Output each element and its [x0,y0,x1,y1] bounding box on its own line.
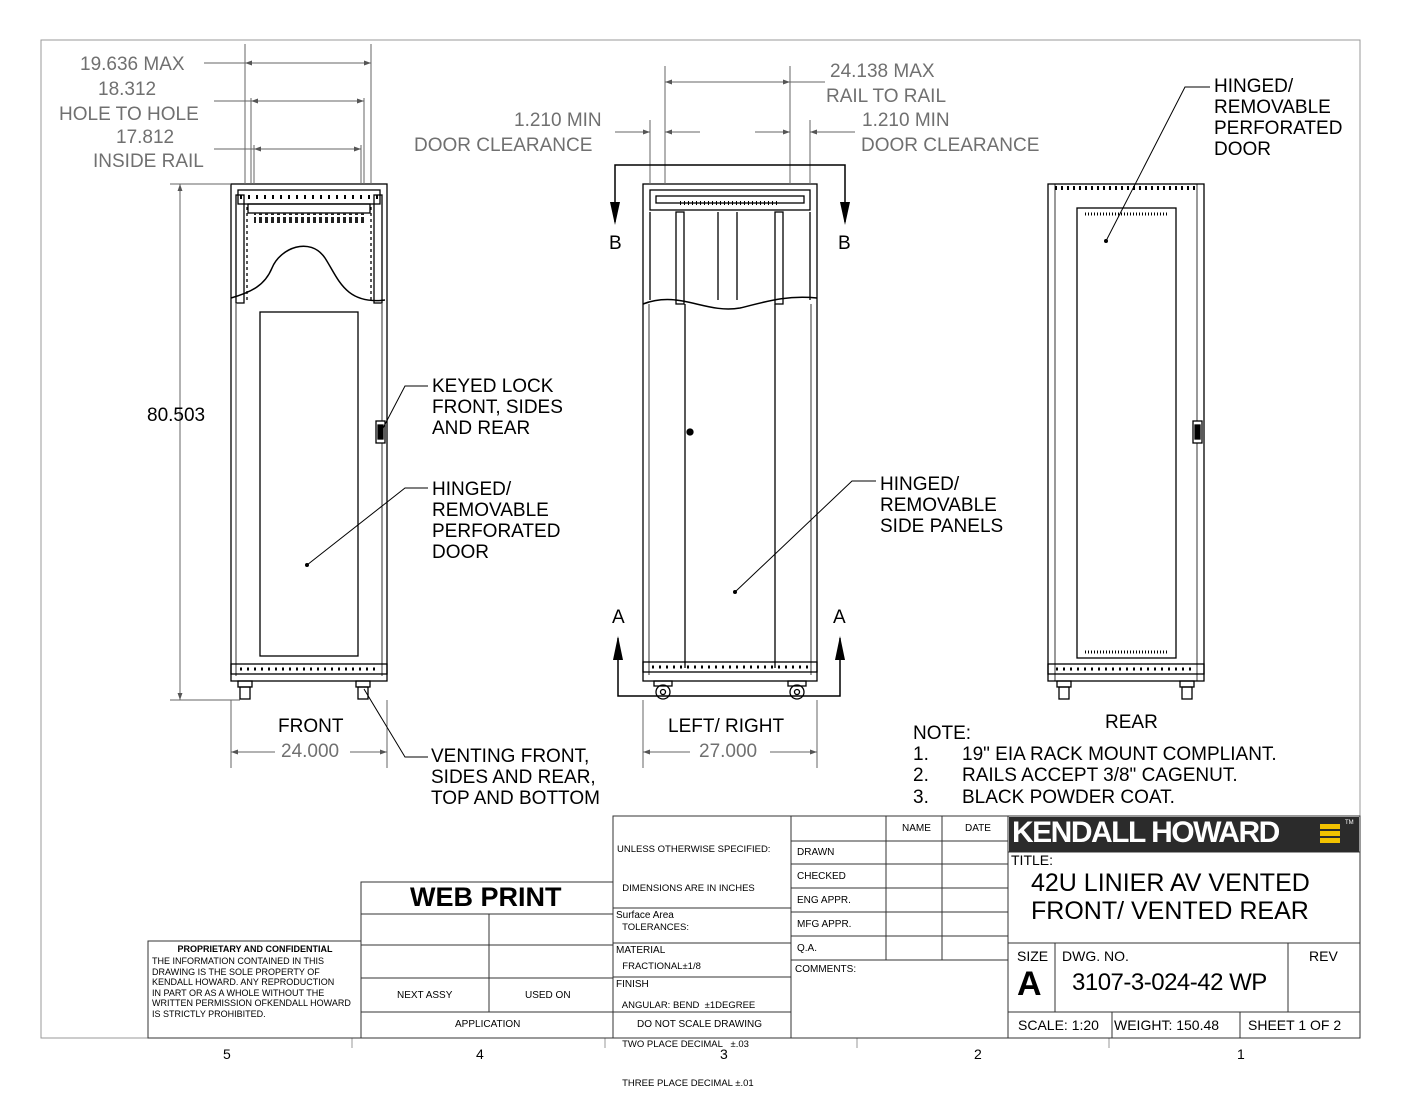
used-on-label: USED ON [525,990,571,1001]
note-3-number: 3. [913,787,929,808]
logo-mark [1320,824,1340,843]
side-panels-line-2: REMOVABLE [880,495,997,516]
front-door-leader-dot [305,563,309,567]
dwg-no-value: 3107-3-024-42 WP [1072,969,1267,996]
side-dimension-lines [615,66,855,768]
note-1-number: 1. [913,744,929,765]
front-door-callout [432,479,560,563]
rear-leader-lines [1106,87,1210,241]
door-clearance-right-label: DOOR CLEARANCE [861,135,1040,156]
web-print-label: WEB PRINT [410,882,562,912]
rear-door-line-4: DOOR [1214,139,1271,160]
date-column-header: DATE [965,823,991,834]
proprietary-line-5: WRITTEN PERMISSION OFKENDALL HOWARD [152,998,351,1008]
note-2-number: 2. [913,765,929,786]
company-logo-text: KENDALL HOWARD [1012,816,1279,849]
tolerance-line-3: TOLERANCES: [617,922,689,933]
note-3-text: BLACK POWDER COAT. [962,787,1175,808]
zone-3: 3 [720,1046,728,1062]
front-view-label: FRONT [278,716,344,737]
finish-label: FINISH [616,979,649,990]
tolerance-line-5: ANGULAR: BEND ±1DEGREE [617,1000,756,1011]
tolerance-line-2: DIMENSIONS ARE IN INCHES [617,883,755,894]
section-a-left-label: A [612,607,625,628]
rear-view-cabinet [1048,184,1204,699]
rail-to-rail-value: 24.138 MAX [830,61,935,82]
tolerance-line-1: UNLESS OTHERWISE SPECIFIED: [617,844,771,855]
title-line-1: 42U LINIER AV VENTED [1031,869,1310,897]
max-width-dimension: 19.636 MAX [80,54,185,75]
side-panel-leader-dot [733,590,737,594]
door-clearance-left-label: DOOR CLEARANCE [414,135,593,156]
rear-door-line-1: HINGED/ [1214,76,1294,97]
side-view-cabinet [643,184,817,699]
front-door-line-3: PERFORATED [432,521,561,542]
comments-label: COMMENTS: [795,964,857,975]
venting-callout [431,746,600,809]
surface-area-label: Surface Area [616,910,674,921]
rear-door-leader-dot [1104,239,1108,243]
size-label: SIZE [1017,948,1049,964]
side-panels-callout [880,474,1003,537]
title-label: TITLE: [1011,852,1054,868]
venting-line-2: SIDES AND REAR, [431,767,596,788]
proprietary-heading: PROPRIETARY AND CONFIDENTIAL [177,944,333,954]
venting-line-3: TOP AND BOTTOM [431,788,600,809]
section-b-arrows [610,202,850,225]
hole-to-hole-value: 18.312 [98,79,157,100]
rear-door-line-3: PERFORATED [1214,118,1343,139]
front-view-cabinet [231,184,387,699]
door-clearance-left-value: 1.210 MIN [514,110,602,131]
rev-label: REV [1309,948,1338,964]
checked-label: CHECKED [797,871,846,882]
section-b-left-label: B [609,233,622,254]
zone-4: 4 [476,1046,484,1062]
sheet-label: SHEET 1 OF 2 [1248,1017,1342,1033]
side-view-label: LEFT/ RIGHT [668,716,785,737]
mfg-appr-label: MFG APPR. [797,919,852,930]
door-clearance-right-value: 1.210 MIN [862,110,950,131]
material-label: MATERIAL [616,945,666,956]
rail-to-rail-label: RAIL TO RAIL [826,86,947,107]
notes-heading: NOTE: [913,723,972,744]
proprietary-text [152,956,351,1019]
section-a-arrows [613,636,845,660]
note-2-text: RAILS ACCEPT 3/8" CAGENUT. [962,765,1238,786]
section-a-right-label: A [833,607,846,628]
height-dimension: 80.503 [147,405,206,426]
proprietary-line-6: IS STRICTLY PROHIBITED. [152,1008,266,1019]
front-door-line-4: DOOR [432,542,489,563]
inside-rail-value: 17.812 [116,127,175,148]
keyed-lock-line-1: KEYED LOCK [432,376,554,397]
keyed-lock-callout [432,376,563,439]
eng-appr-label: ENG APPR. [797,895,851,906]
proprietary-line-1: THE INFORMATION CONTAINED IN THIS [152,956,325,966]
keyed-lock-line-2: FRONT, SIDES [432,397,563,418]
side-panels-line-3: SIDE PANELS [880,516,1004,537]
section-b-right-label: B [838,233,851,254]
front-door-line-2: REMOVABLE [432,500,549,521]
zone-2: 2 [974,1046,982,1062]
do-not-scale-label: DO NOT SCALE DRAWING [637,1019,763,1030]
side-leader-lines [735,481,876,592]
venting-line-1: VENTING FRONT, [431,746,590,767]
tolerance-line-7: THREE PLACE DECIMAL ±.01 [617,1078,754,1089]
front-leader-lines [307,386,428,757]
zone-1: 1 [1237,1046,1245,1062]
side-panels-line-1: HINGED/ [880,474,960,495]
size-value: A [1017,965,1042,1003]
proprietary-line-2: DRAWING IS THE SOLE PROPERTY OF [152,966,320,977]
front-width-dimension: 24.000 [281,741,340,762]
trademark-mark: TM [1345,820,1354,826]
dwg-no-label: DWG. NO. [1062,948,1129,964]
zone-5: 5 [223,1046,231,1062]
weight-label: WEIGHT: 150.48 [1114,1017,1220,1033]
next-assy-label: NEXT ASSY [397,990,453,1001]
front-door-line-1: HINGED/ [432,479,512,500]
keyed-lock-line-3: AND REAR [432,418,531,439]
tolerance-line-4: FRACTIONAL±1/8 [617,961,701,972]
rear-view-label: REAR [1105,712,1158,733]
tolerances-block [617,817,770,1103]
scale-label: SCALE: 1:20 [1018,1017,1099,1033]
rear-door-line-2: REMOVABLE [1214,97,1331,118]
side-depth-dimension: 27.000 [699,741,758,762]
application-label: APPLICATION [455,1019,521,1030]
qa-label: Q.A. [797,943,818,954]
drawn-label: DRAWN [797,847,835,858]
note-1-text: 19" EIA RACK MOUNT COMPLIANT. [962,744,1277,765]
rear-door-callout [1214,76,1342,160]
proprietary-line-4: IN PART OR AS A WHOLE WITHOUT THE [152,987,325,998]
name-column-header: NAME [902,823,931,834]
inside-rail-label: INSIDE RAIL [93,151,204,172]
hole-to-hole-label: HOLE TO HOLE [59,104,199,125]
tolerance-line-6: TWO PLACE DECIMAL ±.03 [617,1039,749,1050]
proprietary-line-3: KENDALL HOWARD. ANY REPRODUCTION [152,977,335,987]
title-line-2: FRONT/ VENTED REAR [1031,897,1309,925]
